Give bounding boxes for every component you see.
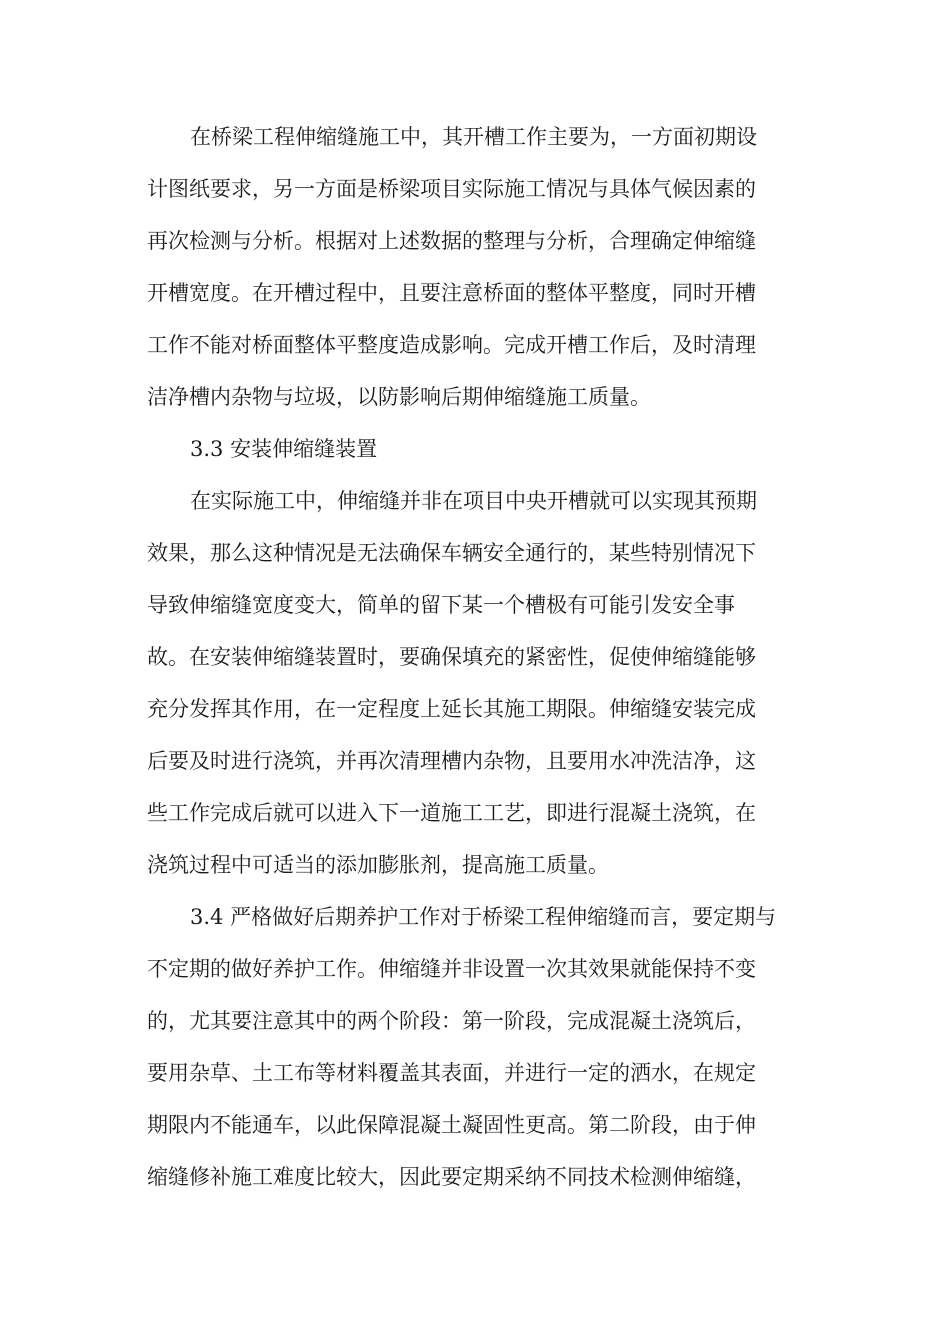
paragraph-3-line-2: 不定期的做好养护工作。伸缩缝并非设置一次其效果就能保持不变 — [147, 957, 756, 981]
paragraph-1-line-3: 再次检测与分析。根据对上述数据的整理与分析，合理确定伸缩缝 — [147, 229, 756, 253]
paragraph-2-line-7: 些工作完成后就可以进入下一道施工工艺，即进行混凝土浇筑，在 — [147, 801, 756, 825]
paragraph-3-line-5: 期限内不能通车，以此保障混凝土凝固性更高。第二阶段，由于伸 — [147, 1113, 756, 1137]
paragraph-2-line-8: 浇筑过程中可适当的添加膨胀剂，提高施工质量。 — [147, 853, 609, 877]
paragraph-1-line-6: 洁净槽内杂物与垃圾，以防影响后期伸缩缝施工质量。 — [147, 385, 651, 409]
paragraph-1-line-2: 计图纸要求，另一方面是桥梁项目实际施工情况与具体气候因素的 — [147, 177, 756, 201]
paragraph-3-line-4: 要用杂草、土工布等材料覆盖其表面，并进行一定的洒水，在规定 — [147, 1061, 756, 1085]
paragraph-1-line-1: 在桥梁工程伸缩缝施工中，其开槽工作主要为，一方面初期设 — [190, 125, 757, 149]
paragraph-2-line-1: 在实际施工中，伸缩缝并非在项目中央开槽就可以实现其预期 — [190, 489, 757, 513]
paragraph-2-line-3: 导致伸缩缝宽度变大，简单的留下某一个槽极有可能引发安全事 — [147, 593, 735, 617]
paragraph-2-line-4: 故。在安装伸缩缝装置时，要确保填充的紧密性，促使伸缩缝能够 — [147, 645, 756, 669]
paragraph-1-line-4: 开槽宽度。在开槽过程中，且要注意桥面的整体平整度，同时开槽 — [147, 281, 756, 305]
paragraph-3-line-6: 缩缝修补施工难度比较大，因此要定期采纳不同技术检测伸缩缝， — [147, 1165, 756, 1189]
paragraph-1-line-5: 工作不能对桥面整体平整度造成影响。完成开槽工作后，及时清理 — [147, 333, 756, 357]
paragraph-3-line-1: 3.4 严格做好后期养护工作对于桥梁工程伸缩缝而言，要定期与 — [190, 905, 777, 929]
paragraph-2-line-2: 效果，那么这种情况是无法确保车辆安全通行的，某些特别情况下 — [147, 541, 756, 565]
paragraph-2-line-6: 后要及时进行浇筑，并再次清理槽内杂物，且要用水冲洗洁净，这 — [147, 749, 756, 773]
paragraph-2-line-5: 充分发挥其作用，在一定程度上延长其施工期限。伸缩缝安装完成 — [147, 697, 756, 721]
paragraph-3-line-3: 的，尤其要注意其中的两个阶段：第一阶段，完成混凝土浇筑后， — [147, 1009, 756, 1033]
section-heading-3-3: 3.3 安装伸缩缝装置 — [190, 437, 378, 461]
